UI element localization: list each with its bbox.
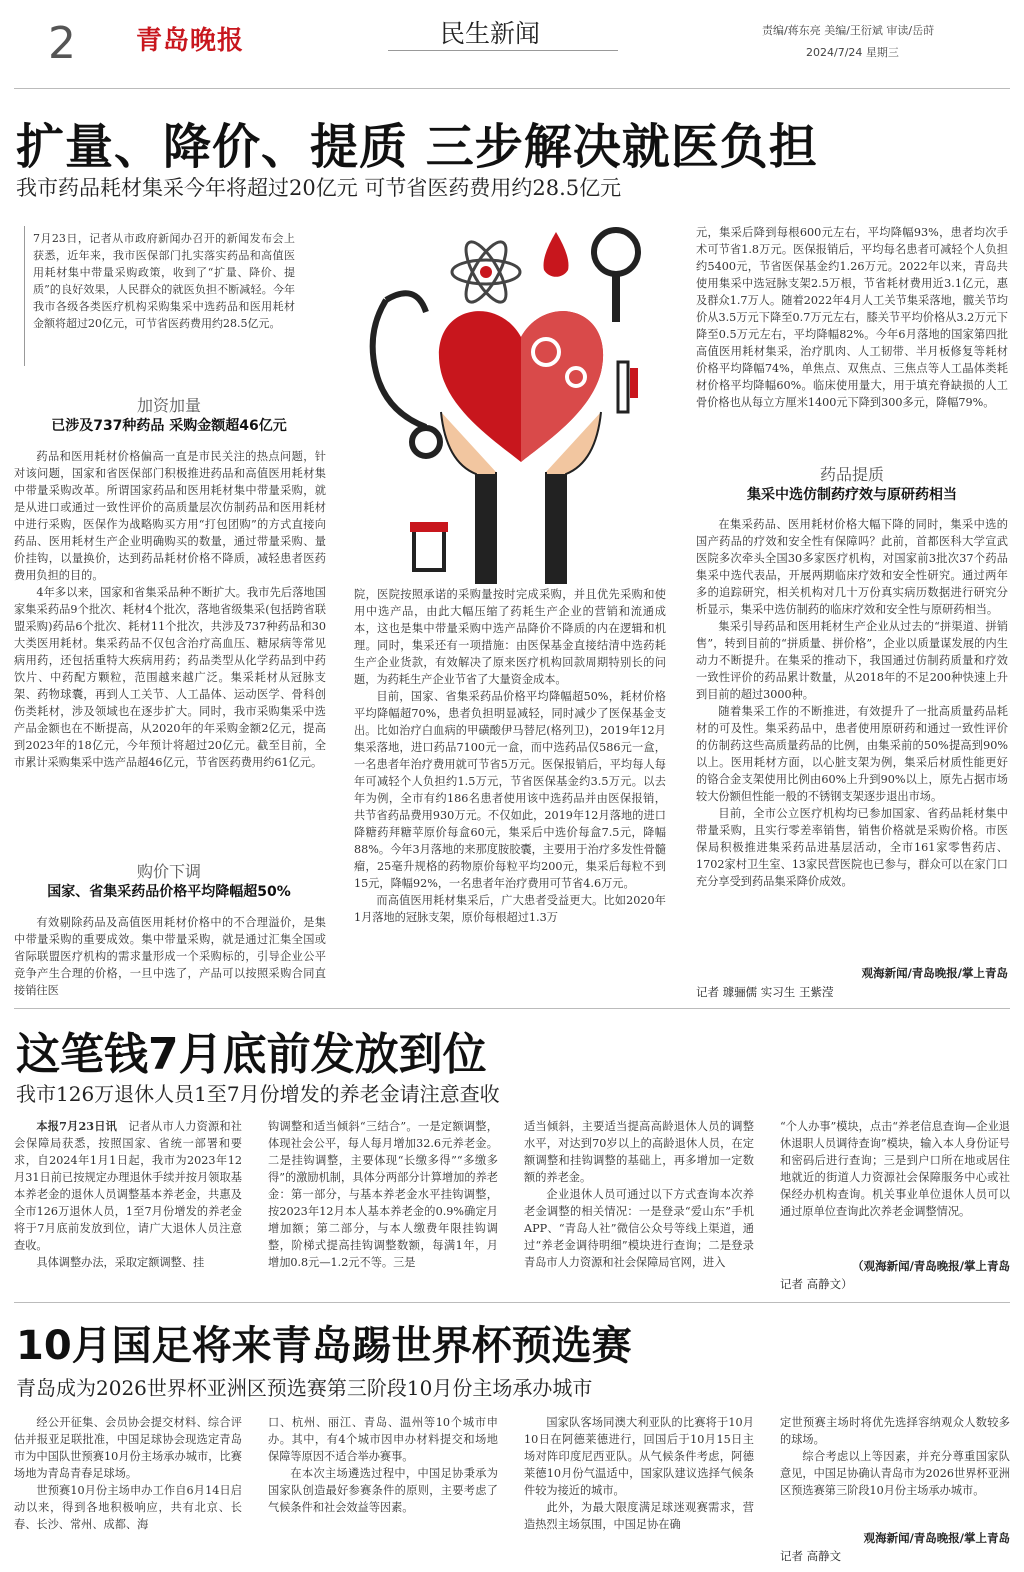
article1-col2	[354, 586, 666, 926]
paragraph: 此外，为最大限度满足球迷观赛需求，营造热烈主场氛围，中国足协在确	[524, 1501, 754, 1531]
article2-col2	[268, 1118, 498, 1271]
article3-headline: 10月国足将来青岛踢世界杯预选赛	[16, 1323, 632, 1369]
blood-drop-icon	[544, 232, 569, 277]
article1-byline: 观海新闻/青岛晚报/掌上青岛	[861, 966, 1008, 980]
issue-date: 2024/7/24 星期三	[806, 46, 899, 59]
article3-col3	[524, 1414, 754, 1533]
paragraph: “个人办事”模块，点击“养老信息查询—企业退休退职人员调待查询”模块，输入本人身份证号和密码后进行查询；三是到户口所在地或居住地就近的街道人力资源社会保障服务中心或社保经办机构查询。机关事业单位退休人员可以通过原单位查询此次养老金调整情况。	[780, 1120, 1010, 1218]
paragraph: 元，集采后降到每根600元左右，平均降幅93%，患者均次手术可节省1.8万元。医保报销后，平均每名患者可减轻个人负担约5400元，节省医保基金约1.26万元。2022年以来，青岛共使用集采中选冠脉支架2.5万根，节省耗材费用近3.1亿元，惠及群众1.7万人。随着2022年4月人工关节集采落地，髋关节均价从3.5万元下降至0.7万元左右，膝关节平均价格从3.2万元下降至0.5万元左右，平均降幅82%。今年6月落地的国家第四批高值医用耗材集采，治疗肌肉、人工韧带、半月板修复等耗材价格平均降幅74%，单焦点、双焦点、三焦点等人工晶体类耗材价格平均降幅60%。临床使用量大，用于填充脊缺损的人工骨价格也从每立方厘米1400元下降到300多元，降幅79%。	[696, 226, 1008, 409]
article3-col1	[14, 1414, 242, 1533]
article-divider	[14, 1302, 1010, 1303]
article2-col4	[780, 1118, 1010, 1220]
paragraph: 在集采药品、医用耗材价格大幅下降的同时，集采中选的国产药品的疗效和安全性有保障吗？此前，首都医科大学宣武医院多次牵头全国30多家医疗机构，对国家前3批次37个药品集采中选代表品，开展两期临床疗效和安全性研究。通过两年多的追踪研究，相关机构对几十万份真实病历数据进行研究分析显示，集采中选仿制药的临床疗效和安全性与原研药相当。	[696, 518, 1008, 616]
masthead-rule	[388, 50, 618, 51]
healthcare-illustration	[356, 212, 686, 584]
newspaper-logo: 青岛晚报	[136, 26, 245, 56]
atom-icon	[452, 237, 520, 308]
paragraph: 有效剔除药品及高值医用耗材价格中的不合理溢价，是集中带量采购的重要成效。集中带量采购，就是通过汇集全国或省际联盟医疗机构的需求量形成一个采购标的，引导企业公平竞争产生合理的价格，一旦中选了，产品可以按照采购合同直接销往医	[14, 916, 326, 997]
paragraph: 目前，国家、省集采药品价格平均降幅超50%，耗材价格平均降幅超70%，患者负担明显减轻，同时减少了医保基金支出。比如治疗白血病的甲磺酸伊马替尼(格列卫)，2019年12月集采落地，进口药品7100元一盒，而中选药品仅586元一盒，一名患者年治疗费用就可节省5万元。医保报销后，平均每人每年可减轻个人负担约1.5万元，节省医保基金约3.5万元。以去年为例，全市有约186名患者使用该中选药品并由医保报销，共节省药品费用930万元。不仅如此，2019年12月落地的进口降糖药拜糖苹原价每盒60元，集采后中选价每盒7.5元，降幅88%。今年3月落地的来那度胺胶囊，主要用于治疗多发性骨髓瘤，25毫升规格的药物原价每粒平均200元，集采后每粒不到15元，降幅92%，一名患者年治疗费用可节省4.6万元。	[354, 690, 666, 890]
article-divider	[14, 1008, 1010, 1009]
paragraph: 国家队客场同澳大利亚队的比赛将于10月10日在阿德莱德进行，回国后于10月15日主场对阵印度尼西亚队。从气候条件考虑，阿德莱德10月份气温适中，国家队建议选择气候条件较为接近的城市。	[524, 1416, 754, 1497]
section3-title: 集采中选仿制药疗效与原研药相当	[747, 487, 957, 503]
article3-col2	[268, 1414, 498, 1516]
section1-title: 已涉及737种药品 采购金额超46亿元	[51, 418, 287, 434]
magnifier-icon	[594, 230, 638, 322]
editors-credit: 责编/蒋东亮 美编/王衍斌 审读/岳莳	[762, 24, 935, 37]
paragraph: 综合考虑以上等因素，并充分尊重国家队意见，中国足协确认青岛市为2026世界杯亚洲区预选赛第三阶段10月份主场承办城市。	[780, 1450, 1010, 1497]
paragraph: 药品和医用耗材价格偏高一直是市民关注的热点问题，针对该问题，国家和省医保部门积极推进药品和高值医用耗材集中带量采购改革。所谓国家药品和医用耗材集中带量采购，就是从进口或通过一致性评价的高质量层次仿制药品和医用耗材中进行采购，医保作为战略购买方用“打包团购”的方式直接向药品、医用耗材生产企业明确购买的数量，通过带量采购、量价挂钩，以量换价，达到药品耗材价格不降质，减轻患者医药费用负担的目的。	[14, 450, 326, 582]
article2-col3	[524, 1118, 754, 1271]
pill-bottle-icon	[410, 522, 448, 570]
paragraph: 企业退休人员可通过以下方式查询本次养老金调整的相关情况：一是登录“爱山东”手机APP、“青岛人社”微信公众号等线上渠道，通过“养老金调待明细”模块进行查询；二是登录青岛市人力资源和社会保障局官网，进入	[524, 1188, 754, 1269]
article3-byline: 观海新闻/青岛晚报/掌上青岛	[863, 1531, 1010, 1545]
section3-kicker: 药品提质	[819, 465, 884, 484]
article2-headline: 这笔钱7月底前发放到位	[16, 1029, 487, 1080]
paragraph: 而高值医用耗材集采后，广大患者受益更大。比如2020年1月落地的冠脉支架，原价每根超过1.3万	[354, 894, 666, 924]
masthead-divider	[14, 88, 1010, 89]
article2-col1	[14, 1118, 242, 1271]
article1-headline: 扩量、降价、提质 三步解决就医负担	[16, 119, 818, 175]
article3-subhead: 青岛成为2026世界杯亚洲区预选赛第三阶段10月份主场承办城市	[16, 1376, 593, 1400]
paragraph: 钩调整和适当倾斜“三结合”。一是定额调整，体现社会公平，每人每月增加32.6元养老金。二是挂钩调整，主要体现“长缴多得”“多缴多得”的激励机制，具体分两部分计算增加的养老金：第一部分，与基本养老金水平挂钩调整，按2023年12月本人基本养老金的0.9%确定月增加额；第二部分，与本人缴费年限挂钩调整，阶梯式提高挂钩调整数额，每满1年，月增加0.8元—1.2元不等。三是	[268, 1120, 498, 1269]
intro-left-bar	[24, 226, 25, 366]
article2-subhead: 我市126万退休人员1至7月份增发的养老金请注意查收	[16, 1082, 500, 1106]
paragraph: 口、杭州、丽江、青岛、温州等10个城市申办。其中，有4个城市因申办材料提交和场地保障等原因不适合举办赛事。	[268, 1416, 498, 1463]
dateline: 本报7月23日讯	[36, 1119, 118, 1133]
paragraph: 院，医院按照承诺的采购量按时完成采购，并且优先采购和使用中选产品，由此大幅压缩了药耗生产企业的营销和流通成本，这也是集中带量采购中选产品降价不降质的内在逻辑和机理。同时，集采还有一项措施：由医保基金直接结清中选药耗生产企业货款，有效解决了原来医疗机构回款周期特别长的问题，为药耗生产企业节省了大量资金成本。	[354, 588, 666, 686]
paragraph: 世预赛10月份主场申办工作自6月14日启动以来，得到各地积极响应，共有北京、长春、长沙、常州、成都、海	[14, 1484, 242, 1531]
section2-kicker: 购价下调	[136, 862, 201, 881]
article2-byline: （观海新闻/青岛晚报/掌上青岛	[852, 1259, 1010, 1273]
paragraph: 随着集采工作的不断推进，有效提升了一批高质量药品耗材的可及性。集采药品中，患者使用原研药和通过一致性评价的仿制药这些高质量药品的比例，由集采前的50%提高到90%以上。医用耗材方面，以心脏支架为例，集采后材质性能更好的铬合金支架使用比例由60%上升到90%以上，原先占据市场较大份额但性能一般的不锈钢支架逐步退出市场。	[696, 705, 1008, 803]
paragraph: 定世预赛主场时将优先选择容纳观众人数较多的球场。	[780, 1416, 1010, 1446]
paragraph: 4年多以来，国家和省集采品种不断扩大。我市先后落地国家集采药品9个批次、耗材4个批次，落地省级集采(包括跨省联盟采购)药品6个批次、耗材11个批次，共涉及737种药品和30大类医用耗材。集采药品不仅包含治疗高血压、糖尿病等常见病用药，还包括重特大疾病用药；药品类型从化学药品到中药饮片、中药配方颗粒，范围越来越广泛。集采耗材从冠脉支架、药物球囊，再到人工关节、人工晶体、运动医学、骨科创伤类耗材，涉及领域也在逐步扩大。同时，我市采购集采中选产品金额也在不断提高，从2020年的年采购金额2亿元，提高到2023年的18亿元，今年预计将超过20亿元。截至目前，全市累计采购集采中选产品超46亿元，节省医药费用约61亿元。	[14, 586, 326, 769]
paragraph: 目前，全市公立医疗机构均已参加国家、省药品耗材集中带量采购，且实行零差率销售，销售价格就是采购价格。市医保局积极推进集采药品进基层活动，全市161家零售药店、1702家村卫生室、13家民营医院也已参与，群众可以在家门口充分享受到药品集采降价成效。	[696, 807, 1008, 888]
article1-col1b	[14, 914, 326, 999]
page-number: 2	[48, 18, 76, 69]
article1-col3	[696, 224, 1008, 411]
article1-col1	[14, 448, 326, 771]
article1-col3b	[696, 516, 1008, 890]
section-title: 民生新闻	[440, 19, 541, 48]
section1-kicker: 加资加量	[136, 396, 201, 415]
article2-reporter: 记者 高静文）	[780, 1277, 853, 1291]
paragraph: 在本次主场遴选过程中，中国足协秉承为国家队创造最好参赛条件的原则，主要考虑了气候条件和社会效益等因素。	[268, 1467, 498, 1514]
article1-reporter: 记者 璩骊儒 实习生 王紫滢	[696, 985, 834, 999]
article1-subhead: 我市药品耗材集采今年将超过20亿元 可节省医药费用约28.5亿元	[16, 176, 622, 200]
paragraph: 经公开征集、会员协会提交材料、综合评估并报亚足联批准，中国足球协会现选定青岛市为中国队世预赛10月份主场承办城市，比赛场地为青岛青春足球场。	[14, 1416, 242, 1480]
paragraph: 集采引导药品和医用耗材生产企业从过去的“拼渠道、拼销售”，转到目前的“拼质量、拼价格”，企业以质量谋发展的内生动力不断提升。在集采的推动下，我国通过仿制药质量和疗效一致性评价的药品累计数量，从2018年的不足200种快速上升到目前的超过3000种。	[696, 620, 1008, 701]
section2-title: 国家、省集采药品价格平均降幅超50%	[47, 884, 291, 900]
stethoscope-icon	[373, 293, 440, 456]
paragraph: 具体调整办法，采取定额调整、挂	[36, 1256, 205, 1269]
paragraph: 记者从市人力资源和社会保障局获悉，按照国家、省统一部署和要求，自2024年1月1日起，我市为2023年12月31日前已按规定办理退休手续并按月领取基本养老金的退休人员调整基本养老金，共惠及全市126万退休人员，1至7月份增发的养老金将于7月底前发放到位，请广大退休人员注意查收。	[14, 1120, 242, 1252]
paragraph: 适当倾斜，主要适当提高高龄退休人员的调整水平，对达到70岁以上的高龄退休人员，在定额调整和挂钩调整的基础上，再多增加一定数额的养老金。	[524, 1120, 754, 1184]
article1-intro: 7月23日，记者从市政府新闻办召开的新闻发布会上获悉，近年来，我市医保部门扎实落实药品和高值医用耗材集中带量采购政策，收到了“扩量、降价、提质”的良好效果，人民群众的就医负担不断减轻。今年我市各级各类医疗机构采购集采中选药品和医用耗材金额将超过20亿元，可节省医药费用约28.5亿元。	[33, 232, 295, 330]
article3-reporter: 记者 高静文	[780, 1549, 842, 1563]
article3-col4	[780, 1414, 1010, 1499]
test-tube-icon	[618, 362, 638, 412]
